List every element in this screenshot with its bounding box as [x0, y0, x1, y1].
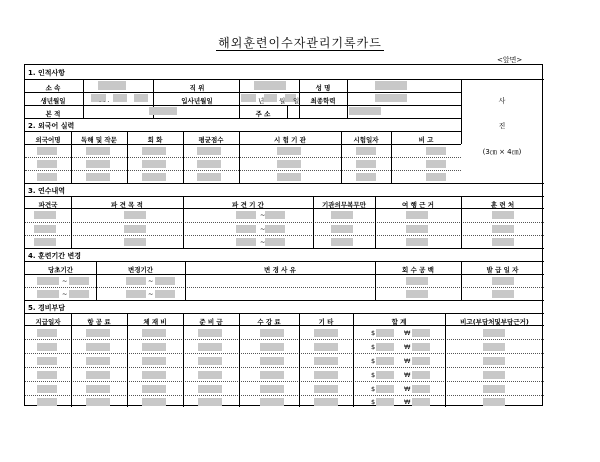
photo-label-bottom: 진	[498, 122, 506, 130]
expense-field	[198, 343, 222, 351]
change-header-3: 회 수 공 백	[402, 266, 434, 274]
column-line	[183, 196, 184, 248]
expense-field	[260, 357, 284, 365]
lang-field	[37, 147, 57, 155]
training-header-1: 파 견 목 적	[111, 201, 143, 209]
education-field	[375, 94, 407, 102]
expense-remark-field	[483, 398, 505, 406]
expense-field	[260, 329, 284, 337]
change-header-1: 변경기간	[127, 266, 154, 274]
photo-size-note: (3㎝ × 4㎝)	[482, 148, 522, 156]
total-dollar-field	[376, 385, 394, 393]
expense-remark-field	[483, 329, 505, 337]
column-line	[127, 131, 128, 183]
rule-line	[25, 144, 461, 145]
total-won-field	[412, 385, 430, 393]
lang-field	[37, 173, 57, 181]
dollar-sign: $	[371, 385, 376, 393]
expense-field	[142, 357, 166, 365]
expense-field	[142, 385, 166, 393]
new-period-dash: ~	[148, 290, 154, 298]
expense-field	[86, 371, 110, 379]
training-country-field	[34, 238, 56, 246]
training-header-0: 파견국	[38, 201, 58, 209]
training-header-4: 여 행 근 거	[402, 201, 434, 209]
total-won-field	[412, 398, 430, 406]
new-period-start-field	[126, 277, 146, 285]
lang-field	[142, 173, 166, 181]
rule-line	[25, 381, 544, 382]
expense-field	[198, 398, 222, 406]
rule-line	[25, 367, 544, 368]
lang-field	[356, 147, 376, 155]
expense-field	[37, 385, 57, 393]
lang-field	[86, 173, 110, 181]
column-line	[353, 313, 354, 407]
dollar-sign: $	[371, 398, 376, 406]
orig-period-start-field	[37, 290, 59, 298]
expense-field	[260, 343, 284, 351]
birth-date-dots: . . .	[99, 96, 110, 104]
total-dollar-field	[376, 329, 394, 337]
total-won-field	[412, 371, 430, 379]
rule-line	[25, 274, 544, 275]
expense-field	[86, 385, 110, 393]
lang-header-5: 시험일자	[353, 136, 379, 144]
rule-line	[25, 353, 544, 354]
rule-line	[25, 222, 544, 223]
lang-header-0: 외국어명	[35, 136, 61, 144]
training-purpose-field	[124, 211, 146, 219]
section-5-heading: 5. 경비부담	[28, 304, 66, 312]
label-affiliation: 소 속	[45, 84, 61, 92]
training-place-field	[492, 238, 514, 246]
change-header-0: 당초기간	[47, 266, 74, 274]
expense-remark-field	[483, 343, 505, 351]
expense-header-5: 기 타	[318, 318, 334, 326]
won-sign: ₩	[404, 329, 411, 337]
lang-field	[86, 160, 110, 168]
orig-period-start-field	[37, 277, 59, 285]
expense-field	[260, 398, 284, 406]
hire-year-field	[241, 94, 256, 102]
rule-line	[25, 235, 544, 236]
expense-field	[260, 385, 284, 393]
total-dollar-field	[376, 343, 394, 351]
training-basis-field	[406, 211, 428, 219]
orig-period-dash: ~	[62, 277, 68, 285]
column-line	[71, 196, 72, 248]
lang-field	[426, 147, 446, 155]
expense-field	[260, 371, 284, 379]
rule-line	[25, 287, 544, 288]
photo-box-line	[461, 79, 462, 144]
change-count-field	[406, 277, 428, 285]
expense-field	[198, 371, 222, 379]
label-final-education: 최종학력	[310, 97, 336, 105]
expense-field	[37, 343, 57, 351]
column-line	[127, 313, 128, 407]
training-period-start-field	[236, 211, 256, 219]
label-hire-date: 입사년월일	[181, 97, 213, 105]
name-field	[375, 81, 407, 90]
lang-field	[356, 160, 376, 168]
rule-line	[25, 300, 544, 301]
training-period-end-field	[265, 211, 285, 219]
label-birthdate: 생년월일	[40, 97, 66, 105]
expense-field	[86, 329, 110, 337]
rule-line	[25, 79, 544, 80]
training-period-dash: ~	[260, 225, 266, 233]
total-dollar-field	[376, 398, 394, 406]
lang-field	[197, 147, 221, 155]
lang-field	[277, 147, 301, 155]
orig-period-dash: ~	[62, 290, 68, 298]
expense-field	[142, 329, 166, 337]
rule-line	[25, 395, 544, 396]
column-line	[239, 105, 240, 118]
expense-remark-field	[483, 371, 505, 379]
column-line	[183, 313, 184, 407]
dollar-sign: $	[371, 357, 376, 365]
domicile-field	[149, 107, 177, 115]
expense-field	[86, 398, 110, 406]
lang-field	[426, 160, 446, 168]
rule-line	[25, 92, 461, 93]
expense-field	[37, 398, 57, 406]
section-2-heading: 2. 외국어 실력	[28, 122, 75, 130]
column-line	[287, 105, 288, 118]
expense-field	[314, 329, 338, 337]
training-basis-field	[406, 225, 428, 233]
change-count-field	[406, 290, 428, 298]
expense-field	[37, 371, 57, 379]
column-line	[445, 313, 446, 407]
lang-header-3: 평균점수	[198, 136, 224, 144]
expense-field	[86, 357, 110, 365]
won-sign: ₩	[404, 398, 411, 406]
expense-header-3: 준 비 금	[199, 318, 223, 326]
change-issue-date-field	[492, 290, 514, 298]
lang-header-6: 비 고	[418, 136, 434, 144]
column-line	[341, 131, 342, 183]
won-sign: ₩	[404, 385, 411, 393]
dollar-sign: $	[371, 343, 376, 351]
new-period-end-field	[155, 277, 175, 285]
lang-header-1: 독해 및 작문	[81, 136, 117, 144]
affiliation-field	[98, 81, 126, 90]
orig-period-end-field	[69, 290, 89, 298]
form-title: 해외훈련이수자관리기록카드	[218, 36, 382, 50]
training-purpose-field	[124, 225, 146, 233]
total-dollar-field	[376, 357, 394, 365]
total-won-field	[412, 343, 430, 351]
lang-field	[277, 173, 301, 181]
training-service-field	[331, 225, 353, 233]
training-period-start-field	[236, 238, 256, 246]
total-won-field	[412, 329, 430, 337]
hire-month-field	[264, 94, 277, 102]
page-side-note: <앞면>	[497, 56, 523, 64]
section-1-heading: 1. 인적사항	[28, 69, 66, 77]
column-line	[239, 313, 240, 407]
expense-field	[198, 357, 222, 365]
address-field	[349, 107, 381, 115]
rule-line	[25, 313, 544, 314]
training-place-field	[492, 225, 514, 233]
lang-header-2: 회 화	[147, 136, 163, 144]
training-place-field	[492, 211, 514, 219]
change-issue-date-field	[492, 277, 514, 285]
new-period-start-field	[126, 290, 146, 298]
label-address: 주 소	[255, 110, 271, 118]
rule-line	[25, 157, 461, 158]
column-line	[83, 79, 84, 118]
training-period-dash: ~	[260, 211, 266, 219]
rule-line	[25, 131, 461, 132]
hire-day-unit: 일	[293, 97, 300, 105]
expense-field	[314, 398, 338, 406]
training-period-end-field	[265, 225, 285, 233]
change-header-2: 변 경 사 유	[264, 266, 296, 274]
column-line	[461, 261, 462, 300]
expense-field	[37, 329, 57, 337]
training-country-field	[34, 211, 56, 219]
birth-month-field	[113, 94, 127, 102]
expense-field	[314, 385, 338, 393]
label-name: 성 명	[315, 84, 331, 92]
training-country-field	[34, 225, 56, 233]
rule-line	[25, 208, 544, 209]
form-sheet	[24, 64, 543, 406]
expense-header-2: 체 재 비	[143, 318, 167, 326]
column-line	[185, 261, 186, 300]
column-line	[71, 131, 72, 183]
column-line	[375, 196, 376, 248]
lang-field	[37, 160, 57, 168]
lang-field	[277, 160, 301, 168]
expense-remark-field	[483, 385, 505, 393]
column-line	[239, 131, 240, 183]
training-service-field	[331, 238, 353, 246]
column-line	[391, 131, 392, 183]
total-won-field	[412, 357, 430, 365]
lang-header-4: 시 험 기 관	[274, 136, 306, 144]
expense-field	[142, 398, 166, 406]
rule-line	[25, 248, 544, 249]
new-period-dash: ~	[148, 277, 154, 285]
expense-field	[314, 343, 338, 351]
total-dollar-field	[376, 371, 394, 379]
hire-month-unit: 월	[279, 97, 286, 105]
lang-field	[86, 147, 110, 155]
lang-field	[356, 173, 376, 181]
expense-header-4: 수 강 료	[257, 318, 281, 326]
training-period-end-field	[265, 238, 285, 246]
photo-label-top: 사	[498, 97, 506, 105]
orig-period-end-field	[69, 277, 89, 285]
dollar-sign: $	[371, 371, 376, 379]
change-header-4: 발 급 일 자	[486, 266, 519, 274]
training-period-dash: ~	[260, 238, 266, 246]
expense-remark-field	[483, 357, 505, 365]
training-service-field	[331, 211, 353, 219]
dollar-sign: $	[371, 329, 376, 337]
column-line	[313, 196, 314, 248]
lang-field	[142, 147, 166, 155]
won-sign: ₩	[404, 371, 411, 379]
expense-header-7: 비고(부담처및부담근거)	[460, 318, 529, 326]
column-line	[375, 261, 376, 300]
lang-field	[426, 173, 446, 181]
rule-line	[25, 261, 544, 262]
section-3-heading: 3. 연수내역	[28, 187, 66, 195]
column-line	[71, 313, 72, 407]
training-header-5: 훈 련 처	[490, 201, 515, 209]
label-domicile: 본 적	[45, 110, 61, 118]
birth-day-field	[134, 94, 148, 102]
expense-header-6: 합 계	[391, 318, 407, 326]
expense-field	[314, 371, 338, 379]
rule-line	[25, 170, 461, 171]
lang-field	[142, 160, 166, 168]
expense-field	[314, 357, 338, 365]
training-purpose-field	[124, 238, 146, 246]
training-period-start-field	[236, 225, 256, 233]
column-line	[299, 313, 300, 407]
training-header-2: 파 견 기 간	[232, 201, 264, 209]
column-line	[347, 79, 348, 118]
won-sign: ₩	[404, 343, 411, 351]
rule-line	[25, 196, 544, 197]
new-period-end-field	[155, 290, 175, 298]
rule-line	[25, 339, 544, 340]
expense-field	[37, 357, 57, 365]
position-field	[254, 81, 286, 90]
expense-field	[142, 343, 166, 351]
won-sign: ₩	[404, 357, 411, 365]
hire-year-unit: 년	[258, 97, 265, 105]
rule-line	[25, 105, 461, 106]
training-header-3: 기관의무복무만	[322, 201, 366, 209]
column-line	[96, 261, 97, 300]
expense-header-0: 지급일자	[35, 318, 61, 326]
expense-field	[86, 343, 110, 351]
label-position: 직 위	[189, 84, 205, 92]
lang-field	[197, 160, 221, 168]
rule-line	[25, 183, 544, 184]
lang-field	[197, 173, 221, 181]
section-4-heading: 4. 훈련기간 변경	[28, 252, 81, 260]
expense-field	[198, 329, 222, 337]
expense-field	[142, 371, 166, 379]
column-line	[183, 131, 184, 183]
column-line	[461, 196, 462, 248]
expense-header-1: 항 공 료	[87, 318, 111, 326]
training-basis-field	[406, 238, 428, 246]
rule-line	[25, 118, 461, 119]
expense-field	[198, 385, 222, 393]
